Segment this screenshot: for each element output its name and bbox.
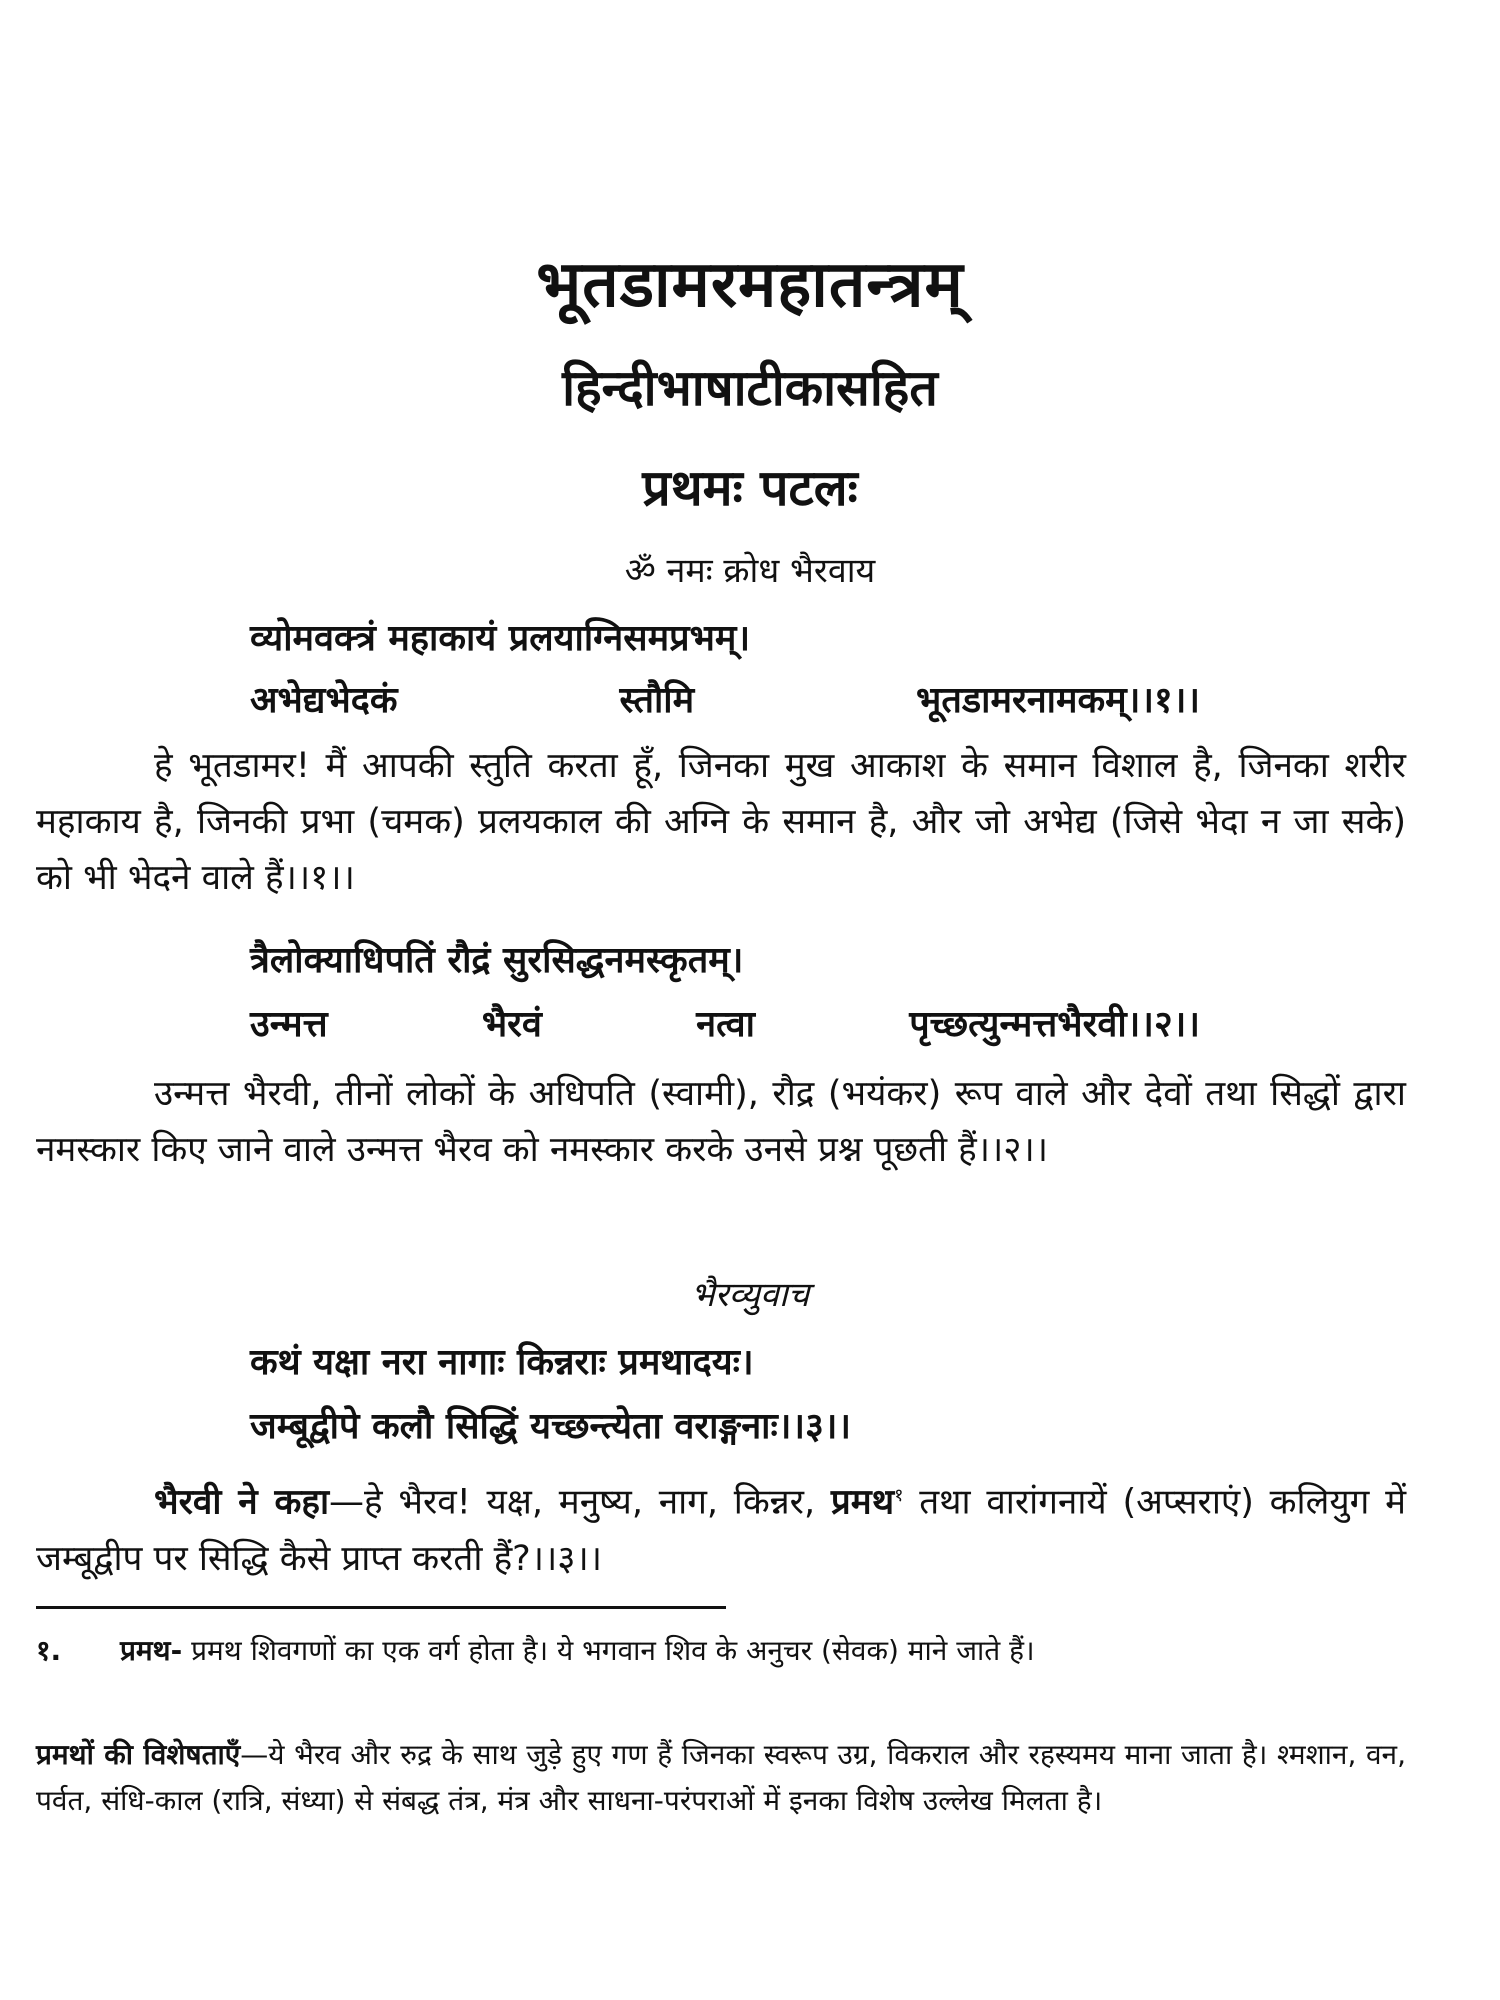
verse-3-line-2: जम्बूद्वीपे कलौ सिद्धिं यच्छन्त्येता वराङ्गनाः।।३।। [250, 1406, 852, 1447]
verse-word: पृच्छत्युन्मत्तभैरवी।।२।। [909, 1004, 1200, 1045]
commentary-1-text: हे भूतडामर! मैं आपकी स्तुति करता हूँ, जिनका मुख आकाश के समान विशाल है, जिनका शरीर महाकाय है, जिनकी प्रभा (चमक) प्रलयकाल की अग्नि के समान है, और जो अभेद्य (जिसे भेदा न जा सके) को भी भेदने वाले हैं।।१।। [36, 746, 1406, 898]
book-subtitle: हिन्दीभाषाटीकासहित [562, 359, 938, 417]
chapter-heading: प्रथमः पटलः [642, 459, 858, 517]
commentary-3-text-2: तथा वारांगनायें (अप्सराएं) कलियुग में जम्बूद्वीप पर सिद्धि कैसे प्राप्त करती हैं?।।३।। [36, 1482, 1406, 1579]
commentary-3-text: —हे भैरव! यक्ष, मनुष्य, नाग, किन्नर, [329, 1482, 831, 1523]
commentary-2-text: उन्मत्त भैरवी, तीनों लोकों के अधिपति (स्वामी), रौद्र (भयंकर) रूप वाले और देवों तथा सिद्धों द्वारा नमस्कार किए जाने वाले उन्मत्त भैरव को नमस्कार करके उनसे प्रश्न पूछती हैं।।२।। [36, 1074, 1406, 1170]
verse-word: उन्मत्त [250, 1004, 328, 1045]
footnote-1-detail [36, 1732, 1406, 1824]
verse-word: नत्वा [696, 1004, 755, 1045]
footnote-detail-text: —ये भैरव और रुद्र के साथ जुड़े हुए गण हैं जिनका स्वरूप उग्र, विकराल और रहस्यमय माना जाता है। श्मशान, वन, पर्वत, संधि-काल (रात्रि, संध्या) से संबद्ध तंत्र, मंत्र और साधना-परंपराओं में इनका विशेष उल्लेख मिलता है। [36, 1738, 1406, 1817]
term-pramatha: प्रमथ [830, 1482, 895, 1523]
book-title: भूतडामरमहातन्त्रम् [536, 248, 964, 322]
footnote-heading: प्रमथों की विशेषताएँ [36, 1738, 241, 1771]
verse-word: भूतडामरनामकम्।।१।। [916, 680, 1200, 721]
verse-word: स्तौमि [619, 680, 695, 721]
footnote-text: प्रमथ शिवगणों का एक वर्ग होता है। ये भगवान शिव के अनुचर (सेवक) माने जाते हैं। [182, 1634, 1035, 1667]
footnote-divider [36, 1606, 726, 1609]
commentary-2 [36, 1066, 1406, 1178]
verse-1-line-1: व्योमवक्त्रं महाकायं प्रलयाग्निसमप्रभम्। [250, 618, 751, 659]
verse-word: भैरवं [481, 1004, 542, 1045]
verse-3-line-1: कथं यक्षा नरा नागाः किन्नराः प्रमथादयः। [250, 1342, 754, 1383]
footnote-term: प्रमथ- [120, 1634, 183, 1667]
footnote-marker[interactable]: १ [894, 1485, 904, 1506]
speaker-lead: भैरवी ने कहा [154, 1482, 330, 1523]
verse-1-line-2 [250, 674, 1200, 723]
verse-2-line-1: त्रैलोक्याधिपतिं रौद्रं सुरसिद्धनमस्कृतम्। [250, 940, 744, 981]
invocation: ॐ नमः क्रोध भैरवाय [624, 551, 876, 591]
footnote-1 [36, 1628, 1406, 1674]
verse-word: अभेद्यभेदकं [250, 680, 398, 721]
commentary-1 [36, 738, 1406, 906]
verse-2-line-2 [250, 998, 1200, 1047]
footnote-number: १. [36, 1634, 62, 1667]
speaker-label: भैरव्युवाच [690, 1275, 810, 1315]
commentary-3 [36, 1468, 1406, 1587]
